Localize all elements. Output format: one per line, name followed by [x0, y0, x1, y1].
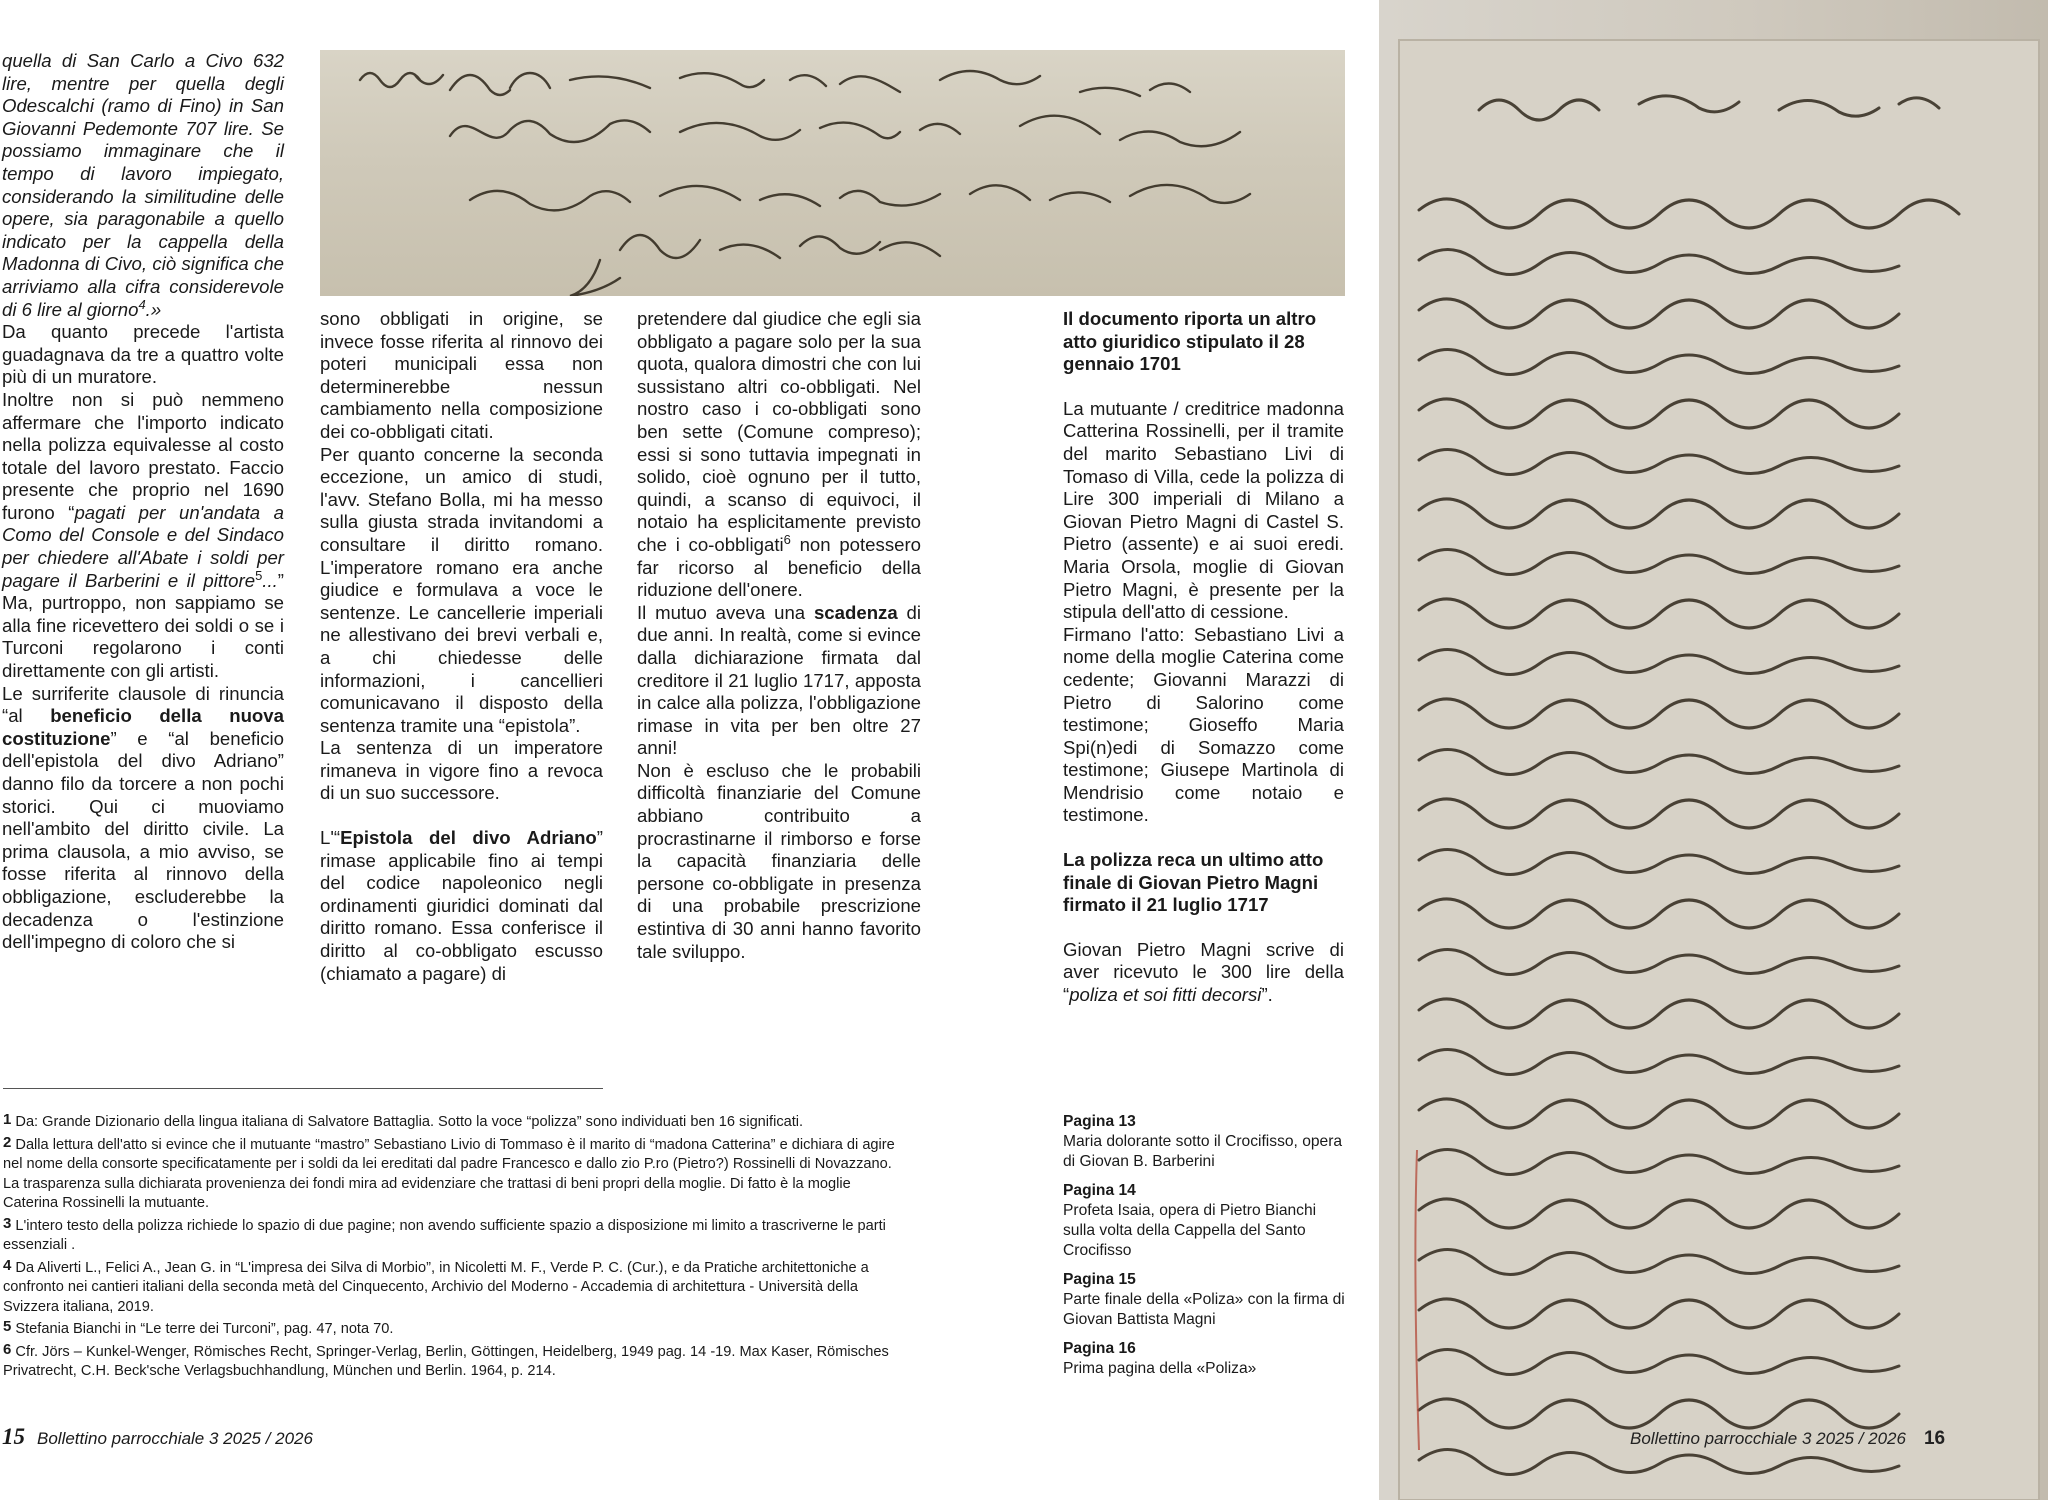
- text-column-4: [1063, 308, 1344, 1007]
- paragraph-clauses: Le surriferite clausole di rinuncia “al beneficio della nuova costituzione” e “al beneficio dell'epistola del divo Adriano” danno filo da torcere a non pochi storici. Qui ci muoviamo nell'ambito del diritto civile. La prima clausola, a mio avviso, se fosse riferita al rinnovo della obbligazione, escluderebbe la decadenza o l'estinzione dell'impegno di coloro che si: [2, 682, 284, 953]
- paragraph-continuation: sono obbligati in origine, se invece fosse riferita al rinnovo dei poteri municipali essa non determinerebbe nessun cambiamento nella composizione dei co-obbligati citati.: [320, 308, 603, 442]
- text-column-2: [320, 308, 603, 985]
- paragraph-epistola: L'“Epistola del divo Adriano” rimase applicabile fino ai tempi del codice napoleonico negli ordinamenti giuridici dominati dal diritto romano. Essa conferisce il diritto al co-obbligato escusso (chiamato a pagare) di: [320, 827, 603, 984]
- folio-right: [1630, 1428, 1945, 1450]
- manuscript-signature-photo: [320, 50, 1345, 296]
- page-number-16: 16: [1923, 1428, 1946, 1449]
- footnote-ref-5[interactable]: 5: [255, 567, 263, 583]
- paragraph-receipt: Giovan Pietro Magni scrive di aver ricevuto le 300 lire della “poliza et soi fitti decorsi”.: [1063, 938, 1344, 1006]
- manuscript-page-photo: [1379, 0, 2048, 1500]
- publication-name-left: Bollettino parrocchiale 3 2025 / 2026: [37, 1429, 313, 1448]
- paragraph-finance: Non è escluso che le probabili difficoltà finanziarie del Comune abbiano contribuito a procrastinarne il rimborso e forse la capacità finanziaria delle persone co-obbligate in presenza di una probabile prescrizione estintiva di 30 anni hanno favorito tale sviluppo.: [637, 759, 921, 962]
- footnotes: [3, 1110, 898, 1382]
- caption-page-14: Pagina 14 Profeta Isaia, opera di Pietro Bianchi sulla volta della Cappella del Santo Crocifisso: [1063, 1182, 1317, 1259]
- footnote-5: 5 Stefania Bianchi in “Le terre dei Turconi”, pag. 47, nota 70.: [3, 1318, 394, 1337]
- paragraph-deadline: Il mutuo aveva una scadenza di due anni. In realtà, come si evince dalla dichiarazione firmata dal creditore il 21 luglio 1717, apposta in calce alla polizza, l'obbligazione rimase in vita per ben oltre 27 anni!: [637, 601, 921, 759]
- handwriting-page-illustration: [1379, 0, 2048, 1500]
- paragraph-cession: La mutuante / creditrice madonna Catterina Rossinelli, per il tramite del marito Sebastiano Livi di Tomaso di Villa, cede la polizza di Lire 300 imperiali di Milano a Giovan Pietro Magni di Castel S. Pietro (assente) e ai suoi eredi. Maria Orsola, moglie di Giovan Pietro Magni, è presente per la stipula dell'atto di cessione.: [1063, 397, 1344, 623]
- footnote-ref-4[interactable]: 4: [138, 296, 146, 312]
- section-heading-1701: Il documento riporta un altro atto giuridico stipulato il 28 gennaio 1701: [1063, 308, 1317, 375]
- text-column-1: [2, 50, 284, 954]
- caption-page-13: Pagina 13 Maria dolorante sotto il Crocifisso, opera di Giovan B. Barberini: [1063, 1113, 1343, 1170]
- caption-page-16: Pagina 16 Prima pagina della «Poliza»: [1063, 1340, 1257, 1377]
- paragraph-earnings: Da quanto precede l'artista guadagnava da tre a quattro volte più di un muratore.: [2, 321, 284, 388]
- section-heading-1717: La polizza reca un ultimo atto finale di Giovan Pietro Magni firmato il 21 luglio 1717: [1063, 849, 1324, 916]
- paragraph-polizza: Inoltre non si può nemmeno affermare che l'importo indicato nella polizza equivalesse al costo totale del lavoro prestato. Faccio presente che proprio nel 1690 furono “pagati per un'andata a Como del Console e del Sindaco per chiedere all'Abate i soldi per pagare il Barberini e il pittore$^5$...” Ma, purtroppo, non sappiamo se alla fine ricevettero dei soldi o se i Turconi regolarono i conti direttamente con gli artisti.: [2, 388, 284, 682]
- image-captions: [1063, 1112, 1348, 1388]
- handwriting-illustration: [320, 50, 1345, 296]
- paragraph-quote-end: quella di San Carlo a Civo 632 lire, mentre per quella degli Odescalchi (ramo di Fino) in San Giovanni Pedemonte 707 lire. Se possiamo immaginare che il tempo di lavoro impiegato, considerando la similitudine delle opere, sia paragonabile a quello indicato per la cappella della Madonna di Civo, ciò significa che arriviamo alla cifra considerevole di 6 lire al giorno$^4$.»: [2, 50, 284, 320]
- footnote-divider: [3, 1088, 603, 1089]
- footnote-6: 6 Cfr. Jörs – Kunkel-Wenger, Römisches Recht, Springer-Verlag, Berlin, Göttingen, Heidelberg, 1949 pag. 14 -19. Max Kaser, Römisches Privatrecht, C.H. Beck'sche Verlagsbuchhandlung, München und Berlin. 1964, p. 214.: [3, 1340, 889, 1379]
- paragraph-judge: pretendere dal giudice che egli sia obbligato a pagare solo per la sua quota, qualora dimostri che con lui sussistano altri co-obbligati. Nel nostro caso i co-obbligati sono ben sette (Comune compreso); essi si sono tuttavia impegnati in solido, cioè ognuno per il tutto, quindi, a scanso di equivoci, il notaio ha esplicitamente previsto che i co-obbligati$^6$ non potessero far ricorso al beneficio della riduzione dell'onere.: [637, 308, 921, 601]
- publication-name-right: Bollettino parrocchiale 3 2025 / 2026: [1630, 1429, 1906, 1448]
- footnote-3: 3 L'intero testo della polizza richiede lo spazio di due pagine; non avendo sufficiente spazio a disposizione mi limito a trascriverne le parti essenziali .: [3, 1214, 886, 1253]
- footnote-4: 4 Da Aliverti L., Felici A., Jean G. in “L'impresa dei Silva di Morbio”, in Nicoletti M. F., Verde P. C. (Cur.), e da Pratiche architettoniche a confronto nei cantieri italiani della seconda metà del Cinquecento, Archivio del Moderno - Accademia di architettura - Università della Svizzera italiana, 2019.: [3, 1256, 869, 1315]
- page-number-15: 15: [2, 1424, 25, 1449]
- footnote-1: 1 Da: Grande Dizionario della lingua italiana di Salvatore Battaglia. Sotto la voce “polizza” sono individuati ben 16 significati.: [3, 1111, 804, 1130]
- footnote-2: 2 Dalla lettura dell'atto si evince che il mutuante “mastro” Sebastiano Livio di Tommaso è il marito di “madona Catterina” e dichiara di agire nel nome della consorte specificatamente per i soldi da lei ereditati dal padre Francesco e dallo zio P.ro (Pietro?) Rossinelli di Novazzano. La trasparenza sulla dichiarata provenienza dei fondi mira ad evidenziare che trattasi di beni propri della moglie. Di fatto è la moglie Caterina Rossinelli la mutuante.: [3, 1133, 895, 1211]
- paragraph-signatories: Firmano l'atto: Sebastiano Livi a nome della moglie Caterina come cedente; Giovanni Marazzi di Pietro di Salorino come testimone; Gioseffo Maria Spi(n)edi di Somazzo come testimone; Giusepe Martinola di Mendrisio come notaio e testimone.: [1063, 623, 1344, 826]
- caption-page-15: Pagina 15 Parte finale della «Poliza» con la firma di Giovan Battista Magni: [1063, 1271, 1345, 1328]
- paragraph-sentence: La sentenza di un imperatore rimaneva in vigore fino a revoca di un suo successore.: [320, 737, 603, 804]
- paragraph-second-exception: Per quanto concerne la seconda eccezione, un amico di studi, l'avv. Stefano Bolla, mi ha messo sulla giusta strada invitandomi a consultare il diritto romano. L'imperatore romano era anche giudice e formulava a voce le sentenze. Le cancellerie imperiali ne allestivano dei brevi verbali e, a chi chiedesse delle informazioni, i cancellieri comunicavano il disposto della sentenza tramite una “epistola”.: [320, 443, 603, 736]
- folio-left: [2, 1424, 313, 1450]
- footnote-ref-6[interactable]: 6: [783, 531, 791, 547]
- text-column-3: [637, 308, 921, 963]
